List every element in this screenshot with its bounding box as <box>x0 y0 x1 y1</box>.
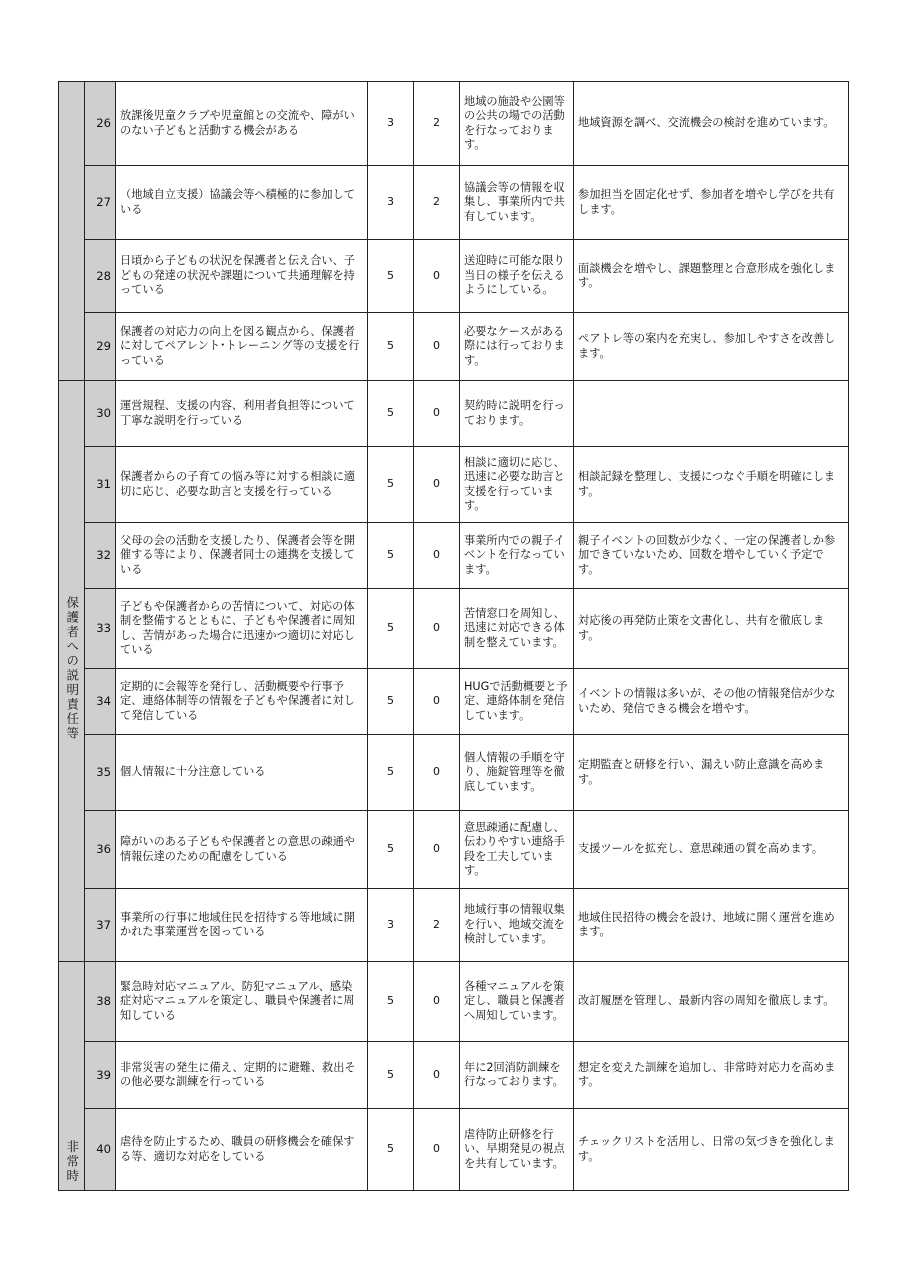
status-text: 各種マニュアルを策定し、職員と保護者へ周知しています。 <box>460 962 574 1042</box>
yes-count: 5 <box>368 735 414 811</box>
improvement-text: 地域資源を調べ、交流機会の検討を進めています。 <box>574 82 849 166</box>
row-number: 34 <box>85 669 116 735</box>
category-cell-accountability <box>59 381 85 962</box>
no-count: 2 <box>414 889 460 962</box>
status-text: 事業所内での親子イベントを行なっています。 <box>460 523 574 589</box>
table-row <box>59 82 849 166</box>
status-text: 虐待防止研修を行い、早期発見の視点を共有しています。 <box>460 1109 574 1191</box>
item-text: 定期的に会報等を発行し、活動概要や行事予定、連絡体制等の情報を子どもや保護者に対して発信している <box>116 669 368 735</box>
row-number: 33 <box>85 589 116 669</box>
improvement-text: 対応後の再発防止策を文書化し、共有を徹底します。 <box>574 589 849 669</box>
status-text: 地域行事の情報収集を行い、地域交流を検討しています。 <box>460 889 574 962</box>
improvement-text: 地域住民招待の機会を設け、地域に開く運営を進めます。 <box>574 889 849 962</box>
no-count: 0 <box>414 381 460 447</box>
table-row <box>59 381 849 447</box>
row-number: 30 <box>85 381 116 447</box>
yes-count: 5 <box>368 240 414 313</box>
no-count: 0 <box>414 589 460 669</box>
category-label: 保護者への説明責任等 <box>64 596 80 742</box>
no-count: 0 <box>414 313 460 381</box>
no-count: 0 <box>414 735 460 811</box>
status-text: 相談に適切に応じ、迅速に必要な助言と支援を行っています。 <box>460 447 574 523</box>
status-text: 地域の施設や公園等の公共の場での活動を行なっております。 <box>460 82 574 166</box>
row-number: 28 <box>85 240 116 313</box>
no-count: 0 <box>414 962 460 1042</box>
yes-count: 5 <box>368 447 414 523</box>
item-text: （地域自立支援）協議会等へ積極的に参加している <box>116 166 368 240</box>
status-text: 苦情窓口を周知し、迅速に対応できる体制を整えています。 <box>460 589 574 669</box>
status-text: 必要なケースがある際には行っております。 <box>460 313 574 381</box>
table-row <box>59 166 849 240</box>
status-text: 年に2回消防訓練を行なっております。 <box>460 1042 574 1109</box>
improvement-text: 参加担当を固定化せず、参加者を増やし学びを共有します。 <box>574 166 849 240</box>
row-number: 29 <box>85 313 116 381</box>
table-row <box>59 735 849 811</box>
row-number: 26 <box>85 82 116 166</box>
improvement-text <box>574 381 849 447</box>
improvement-text: 定期監査と研修を行い、漏えい防止意識を高めます。 <box>574 735 849 811</box>
yes-count: 5 <box>368 313 414 381</box>
no-count: 2 <box>414 166 460 240</box>
improvement-text: 親子イベントの回数が少なく、一定の保護者しか参加できていないため、回数を増やしていく予定です。 <box>574 523 849 589</box>
evaluation-table <box>58 81 849 1191</box>
table-row <box>59 669 849 735</box>
item-text: 個人情報に十分注意している <box>116 735 368 811</box>
improvement-text: 支援ツールを拡充し、意思疎通の質を高めます。 <box>574 811 849 889</box>
status-text: 送迎時に可能な限り当日の様子を伝えるようにしている。 <box>460 240 574 313</box>
improvement-text: 改訂履歴を管理し、最新内容の周知を徹底します。 <box>574 962 849 1042</box>
row-number: 36 <box>85 811 116 889</box>
row-number: 32 <box>85 523 116 589</box>
category-label: 非常時 <box>64 1140 80 1184</box>
improvement-text: 面談機会を増やし、課題整理と合意形成を強化します。 <box>574 240 849 313</box>
item-text: 保護者からの子育ての悩み等に対する相談に適切に応じ、必要な助言と支援を行っている <box>116 447 368 523</box>
item-text: 運営規程、支援の内容、利用者負担等について丁寧な説明を行っている <box>116 381 368 447</box>
status-text: 契約時に説明を行っております。 <box>460 381 574 447</box>
improvement-text: 想定を変えた訓練を追加し、非常時対応力を高めます。 <box>574 1042 849 1109</box>
yes-count: 5 <box>368 1042 414 1109</box>
item-text: 放課後児童クラブや児童館との交流や、障がいのない子どもと活動する機会がある <box>116 82 368 166</box>
item-text: 保護者の対応力の向上を図る観点から、保護者に対してペアレント･トレーニング等の支援を行っている <box>116 313 368 381</box>
row-number: 40 <box>85 1109 116 1191</box>
row-number: 31 <box>85 447 116 523</box>
yes-count: 5 <box>368 523 414 589</box>
table-row <box>59 523 849 589</box>
item-text: 緊急時対応マニュアル、防犯マニュアル、感染症対応マニュアルを策定し、職員や保護者に周知している <box>116 962 368 1042</box>
item-text: 非常災害の発生に備え、定期的に避難、救出その他必要な訓練を行っている <box>116 1042 368 1109</box>
item-text: 事業所の行事に地域住民を招待する等地域に開かれた事業運営を図っている <box>116 889 368 962</box>
row-number: 37 <box>85 889 116 962</box>
item-text: 虐待を防止するため、職員の研修機会を確保する等、適切な対応をしている <box>116 1109 368 1191</box>
status-text: HUGで活動概要と予定、連絡体制を発信しています。 <box>460 669 574 735</box>
table-row <box>59 240 849 313</box>
item-text: 日頃から子どもの状況を保護者と伝え合い、子どもの発達の状況や課題について共通理解を持っている <box>116 240 368 313</box>
improvement-text: ペアトレ等の案内を充実し、参加しやすさを改善します。 <box>574 313 849 381</box>
no-count: 0 <box>414 1042 460 1109</box>
item-text: 子どもや保護者からの苦情について、対応の体制を整備するとともに、子どもや保護者に周知し、苦情があった場合に迅速かつ適切に対応している <box>116 589 368 669</box>
yes-count: 3 <box>368 82 414 166</box>
yes-count: 5 <box>368 1109 414 1191</box>
row-number: 35 <box>85 735 116 811</box>
item-text: 父母の会の活動を支援したり、保護者会等を開催する等により、保護者同士の連携を支援している <box>116 523 368 589</box>
table-row <box>59 811 849 889</box>
category-cell-emergency <box>59 962 85 1191</box>
no-count: 2 <box>414 82 460 166</box>
table-row <box>59 962 849 1042</box>
improvement-text: 相談記録を整理し、支援につなぐ手順を明確にします。 <box>574 447 849 523</box>
row-number: 38 <box>85 962 116 1042</box>
no-count: 0 <box>414 669 460 735</box>
table-row <box>59 589 849 669</box>
improvement-text: イベントの情報は多いが、その他の情報発信が少ないため、発信できる機会を増やす。 <box>574 669 849 735</box>
table-row <box>59 1042 849 1109</box>
yes-count: 5 <box>368 811 414 889</box>
yes-count: 5 <box>368 962 414 1042</box>
item-text: 障がいのある子どもや保護者との意思の疎通や情報伝達のための配慮をしている <box>116 811 368 889</box>
yes-count: 5 <box>368 381 414 447</box>
no-count: 0 <box>414 811 460 889</box>
improvement-text: チェックリストを活用し、日常の気づきを強化します。 <box>574 1109 849 1191</box>
no-count: 0 <box>414 240 460 313</box>
status-text: 協議会等の情報を収集し、事業所内で共有しています。 <box>460 166 574 240</box>
no-count: 0 <box>414 1109 460 1191</box>
category-cell-community <box>59 82 85 381</box>
row-number: 27 <box>85 166 116 240</box>
status-text: 個人情報の手順を守り、施錠管理等を徹底しています。 <box>460 735 574 811</box>
table-row <box>59 1109 849 1191</box>
no-count: 0 <box>414 523 460 589</box>
table-row <box>59 313 849 381</box>
no-count: 0 <box>414 447 460 523</box>
yes-count: 5 <box>368 669 414 735</box>
table-row <box>59 447 849 523</box>
yes-count: 3 <box>368 889 414 962</box>
yes-count: 5 <box>368 589 414 669</box>
table-row <box>59 889 849 962</box>
status-text: 意思疎通に配慮し、伝わりやすい連絡手段を工夫しています。 <box>460 811 574 889</box>
yes-count: 3 <box>368 166 414 240</box>
row-number: 39 <box>85 1042 116 1109</box>
